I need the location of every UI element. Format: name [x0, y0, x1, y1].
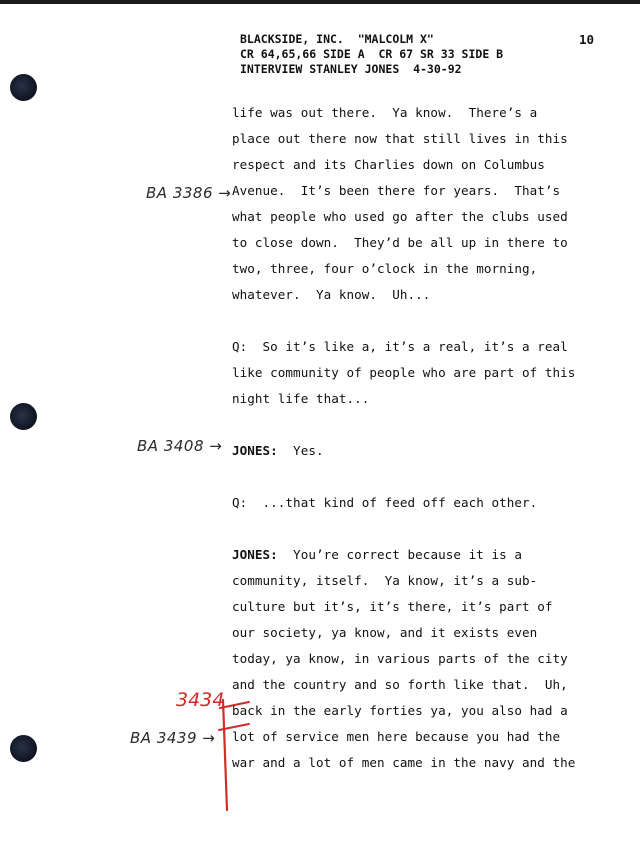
transcript-line: life was out there. Ya know. There’s a [232, 105, 538, 120]
transcript-line: place out there now that still lives in this [232, 131, 568, 146]
punch-hole-icon [10, 74, 37, 101]
header-line-2: CR 64,65,66 SIDE A CR 67 SR 33 SIDE B [240, 47, 504, 61]
arrow-right-icon: → [202, 729, 216, 747]
transcript-line: Q: So it’s like a, it’s a real, it’s a real [232, 339, 568, 354]
page-number: 10 [579, 32, 595, 47]
transcript-line: culture but it’s, it’s there, it’s part of [232, 599, 553, 614]
handwritten-annotation-ba-3386: BA 3386 → [146, 184, 232, 202]
transcript-line: our society, ya know, and it exists even [232, 625, 538, 640]
arrow-right-icon: → [218, 184, 232, 202]
transcript-line: JONES: Yes. [232, 443, 324, 458]
transcript-line: lot of service men here because you had the [232, 729, 561, 744]
transcript-line: back in the early forties ya, you also had a [232, 703, 568, 718]
transcript-line: night life that... [232, 391, 370, 406]
transcript-line: war and a lot of men came in the navy and the [232, 755, 576, 770]
header-line-1: BLACKSIDE, INC. "MALCOLM X" [240, 32, 434, 46]
transcript-line: Avenue. It’s been there for years. That’s [232, 183, 561, 198]
transcript-line: two, three, four o’clock in the morning, [232, 261, 538, 276]
handwritten-annotation-ba-3439: BA 3439 → [130, 729, 216, 747]
transcript-line: to close down. They’d be all up in there to [232, 235, 568, 250]
transcript-line: community, itself. Ya know, it’s a sub- [232, 573, 538, 588]
transcript-line: whatever. Ya know. Uh... [232, 287, 431, 302]
transcript-line: Q: ...that kind of feed off each other. [232, 495, 538, 510]
header-line-3: INTERVIEW STANLEY JONES 4-30-92 [240, 62, 462, 76]
transcript-line: like community of people who are part of this [232, 365, 576, 380]
transcript-line: today, ya know, in various parts of the city [232, 651, 568, 666]
handwritten-annotation-ba-3408: BA 3408 → [137, 437, 223, 455]
punch-hole-icon [10, 403, 37, 430]
transcript-line: respect and its Charlies down on Columbus [232, 157, 545, 172]
handwritten-red-number: 3434 [176, 689, 225, 711]
transcript-line: JONES: You’re correct because it is a [232, 547, 523, 562]
document-header [240, 32, 503, 77]
transcript-line: and the country and so forth like that. Uh, [232, 677, 568, 692]
transcript-line: what people who used go after the clubs used [232, 209, 568, 224]
punch-hole-icon [10, 735, 37, 762]
arrow-right-icon: → [209, 437, 223, 455]
page-top-edge [0, 0, 640, 4]
